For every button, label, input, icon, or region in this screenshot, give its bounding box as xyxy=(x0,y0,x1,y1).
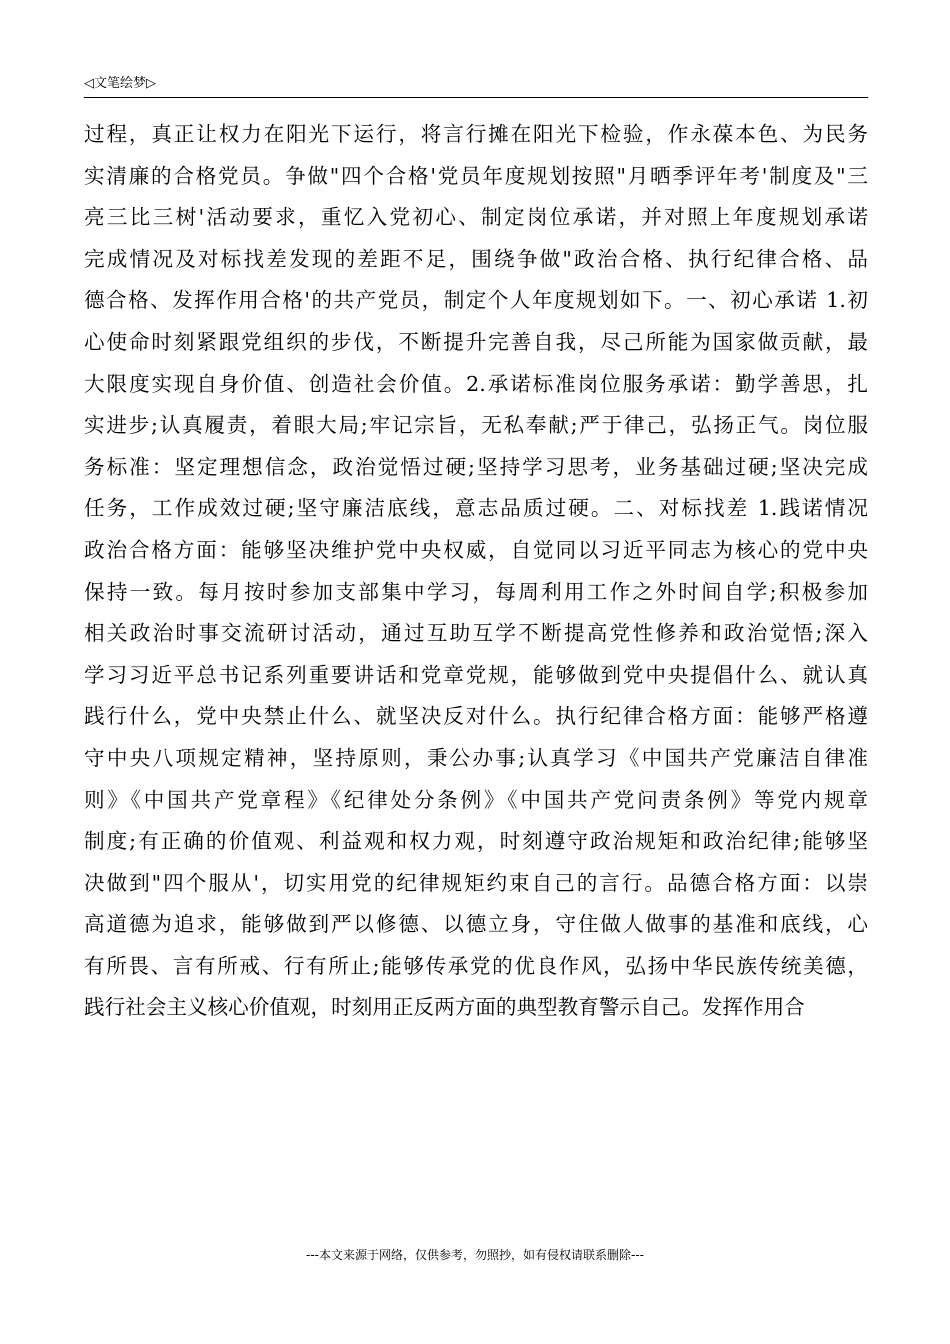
page-footer: ---本文来源于网络，仅供参考，勿照抄，如有侵权请联系删除--- xyxy=(306,1248,644,1262)
body-line: 任务，工作成效过硬;坚守廉洁底线，意志品质过硬。二、对标找差 1.践诺情况 xyxy=(84,496,868,521)
header-divider xyxy=(84,97,868,98)
body-line: 制度;有正确的价值观、利益观和权力观，时刻遵守政治规矩和政治纪律;能够坚 xyxy=(84,829,868,854)
body-line: 实清廉的合格党员。争做"四个合格'党员年度规划按照"月晒季评年考'制度及"三 xyxy=(84,163,868,188)
header-brand: ◁文笔绘梦▷ xyxy=(84,76,156,91)
body-line: 相关政治时事交流研讨活动，通过互助互学不断提高党性修养和政治觉悟;深入 xyxy=(84,621,868,646)
body-line: 亮三比三树'活动要求，重忆入党初心、制定岗位承诺，并对照上年度规划承诺 xyxy=(84,205,868,230)
body-line: 政治合格方面：能够坚决维护党中央权威，自觉同以习近平同志为核心的党中央 xyxy=(84,537,868,562)
body-line: 保持一致。每月按时参加支部集中学习，每周利用工作之外时间自学;积极参加 xyxy=(84,579,868,604)
body-line: 过程，真正让权力在阳光下运行，将言行摊在阳光下检验，作永葆本色、为民务 xyxy=(84,122,868,146)
body-line: 实进步;认真履责，着眼大局;牢记宗旨，无私奉献;严于律己，弘扬正气。岗位服 xyxy=(84,413,868,438)
body-line: 决做到"四个服从'，切实用党的纪律规矩约束自己的言行。品德合格方面：以崇 xyxy=(84,870,868,895)
body-line: 德合格、发挥作用合格'的共产党员，制定个人年度规划如下。一、初心承诺 1.初 xyxy=(84,288,868,313)
page-header xyxy=(84,74,868,98)
body-line: 守中央八项规定精神，坚持原则，秉公办事;认真学习《中国共产党廉洁自律准 xyxy=(84,745,868,770)
body-line: 践行什么，党中央禁止什么、就坚决反对什么。执行纪律合格方面：能够严格遵 xyxy=(84,704,868,729)
body-line: 务标准：坚定理想信念，政治觉悟过硬;坚持学习思考，业务基础过硬;坚决完成 xyxy=(84,454,868,479)
body-line: 则》《中国共产党章程》《纪律处分条例》《中国共产党问责条例》等党内规章 xyxy=(84,787,868,812)
document-body xyxy=(84,114,868,1029)
body-line: 高道德为追求，能够做到严以修德、以德立身，守住做人做事的基准和底线，心 xyxy=(84,912,868,937)
body-line: 学习习近平总书记系列重要讲话和党章党规，能够做到党中央提倡什么、就认真 xyxy=(84,662,868,687)
body-line: 践行社会主义核心价值观，时刻用正反两方面的典型教育警示自己。发挥作用合 xyxy=(84,995,805,1020)
body-line: 大限度实现自身价值、创造社会价值。2.承诺标准岗位服务承诺：勤学善思，扎 xyxy=(84,371,868,396)
body-line: 有所畏、言有所戒、行有所止;能够传承党的优良作风，弘扬中华民族传统美德， xyxy=(84,953,868,978)
body-line: 完成情况及对标找差发现的差距不足，围绕争做"政治合格、执行纪律合格、品 xyxy=(84,246,868,271)
body-line: 心使命时刻紧跟党组织的步伐，不断提升完善自我，尽己所能为国家做贡献，最 xyxy=(84,329,868,354)
